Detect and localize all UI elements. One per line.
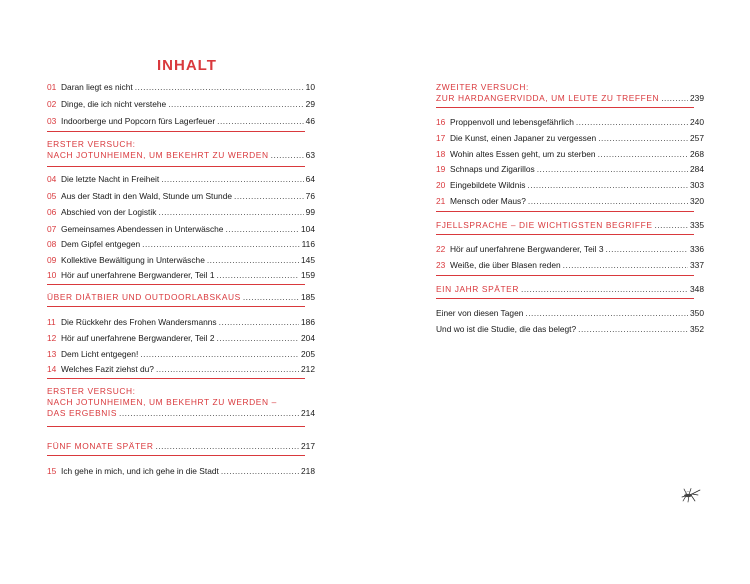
page-number: 320 — [690, 196, 704, 206]
chapter-title: Hör auf unerfahrene Bergwanderer, Teil 3 — [450, 244, 604, 254]
chapter-title: Hör auf unerfahrene Bergwanderer, Teil 2 — [61, 333, 215, 343]
toc-entry — [47, 206, 315, 218]
toc-entry — [47, 332, 315, 344]
chapter-title: Aus der Stadt in den Wald, Stunde um Stunde — [61, 191, 233, 201]
page-number: 337 — [690, 260, 704, 270]
chapter-title: Hör auf unerfahrene Bergwanderer, Teil 1 — [61, 270, 215, 280]
chapter-title: Abschied von der Logistik — [61, 207, 157, 217]
page-number: 116 — [301, 239, 315, 249]
chapter-title: Eingebildete Wildnis — [450, 180, 526, 190]
chapter-title: Dem Licht entgegen! — [61, 349, 139, 359]
section-heading-text: ZUR HARDANGERVIDDA, UM LEUTE ZU TREFFEN — [436, 93, 660, 103]
section-heading-last-line — [47, 408, 315, 419]
section-heading-last-line — [436, 284, 704, 295]
chapter-title: Welches Fazit ziehst du? — [61, 364, 154, 374]
toc-entry — [436, 148, 704, 160]
chapter-title: Die Kunst, einen Japaner zu vergessen — [450, 133, 597, 143]
chapter-number: 16 — [436, 117, 446, 127]
page-number: 217 — [301, 441, 315, 451]
section-divider — [436, 298, 694, 299]
leader-dots — [521, 284, 688, 295]
section-heading-text: NACH JOTUNHEIMEN, UM BEKEHRT ZU WERDEN — [47, 150, 269, 160]
chapter-title: Die letzte Nacht in Freiheit — [61, 174, 160, 184]
chapter-number: 14 — [47, 364, 57, 374]
page-number: 145 — [301, 255, 315, 265]
chapter-title: Einer von diesen Tagen — [436, 308, 524, 318]
section-divider — [47, 166, 305, 167]
toc-entry — [47, 98, 315, 110]
leader-dots — [158, 206, 303, 218]
chapter-number: 13 — [47, 349, 57, 359]
section-heading — [47, 386, 315, 419]
page-number: 159 — [301, 270, 315, 280]
section-heading — [436, 220, 704, 231]
page-number: 63 — [305, 150, 315, 160]
leader-dots — [271, 150, 304, 161]
section-heading-text: EIN JAHR SPÄTER — [436, 284, 519, 294]
chapter-title: Daran liegt es nicht — [61, 82, 133, 92]
page-number: 76 — [305, 191, 315, 201]
leader-dots — [576, 116, 688, 128]
leader-dots — [119, 408, 299, 419]
chapter-title: Wohin altes Essen geht, um zu sterben — [450, 149, 596, 159]
toc-entry — [436, 195, 704, 207]
page-number: 239 — [690, 93, 704, 103]
section-divider — [436, 211, 694, 212]
toc-entry — [47, 81, 315, 93]
page-number: 212 — [301, 364, 315, 374]
chapter-number: 23 — [436, 260, 446, 270]
leader-dots — [578, 323, 688, 335]
toc-entry — [47, 115, 315, 127]
section-heading-last-line — [436, 220, 704, 231]
section-divider — [47, 426, 305, 427]
section-heading — [436, 284, 704, 295]
leader-dots — [527, 179, 688, 191]
leader-dots — [243, 292, 299, 303]
toc-entry — [436, 243, 704, 255]
leader-dots — [563, 259, 688, 271]
chapter-title: Und wo ist die Studie, die das belegt? — [436, 324, 577, 334]
toc-entry — [436, 116, 704, 128]
chapter-title: Schnaps und Zigarillos — [450, 164, 535, 174]
leader-dots — [216, 332, 299, 344]
leader-dots — [168, 98, 303, 110]
toc-entry — [47, 254, 315, 266]
toc-entry — [47, 269, 315, 281]
toc-entry — [47, 190, 315, 202]
page-number: 104 — [301, 224, 315, 234]
toc-entry — [436, 179, 704, 191]
chapter-title: Proppenvoll und lebensgefährlich — [450, 117, 574, 127]
chapter-number: 04 — [47, 174, 57, 184]
section-heading-line: NACH JOTUNHEIMEN, UM BEKEHRT ZU WERDEN – — [47, 397, 277, 407]
section-heading-line: ERSTER VERSUCH: — [47, 386, 136, 396]
chapter-title: Gemeinsames Abendessen in Unterwäsche — [61, 224, 224, 234]
chapter-title: Die Rückkehr des Frohen Wandersmanns — [61, 317, 217, 327]
section-heading-last-line — [47, 150, 315, 161]
page-number: 204 — [301, 333, 315, 343]
page-number: 10 — [305, 82, 315, 92]
toc-entry — [47, 363, 315, 375]
leader-dots — [140, 348, 299, 360]
chapter-number: 10 — [47, 270, 57, 280]
section-heading — [47, 292, 315, 303]
leader-dots — [528, 195, 688, 207]
section-divider — [436, 234, 694, 235]
leader-dots — [661, 93, 688, 104]
section-heading-text: FÜNF MONATE SPÄTER — [47, 441, 154, 451]
leader-dots — [219, 316, 299, 328]
chapter-number: 02 — [47, 99, 57, 109]
page-number: 218 — [301, 466, 315, 476]
page-number: 335 — [690, 220, 704, 230]
chapter-number: 21 — [436, 196, 446, 206]
leader-dots — [156, 441, 300, 452]
chapter-number: 05 — [47, 191, 57, 201]
page-title: INHALT — [157, 57, 217, 74]
chapter-title: Indoorberge und Popcorn fürs Lagerfeuer — [61, 116, 216, 126]
section-heading-text: FJELLSPRACHE – DIE WICHTIGSTEN BEGRIFFE — [436, 220, 653, 230]
chapter-title: Kollektive Bewältigung in Unterwäsche — [61, 255, 205, 265]
toc-entry — [47, 348, 315, 360]
leader-dots — [207, 254, 299, 266]
page-number: 348 — [690, 284, 704, 294]
chapter-number: 08 — [47, 239, 57, 249]
chapter-number: 15 — [47, 466, 57, 476]
chapter-number: 03 — [47, 116, 57, 126]
section-divider — [436, 107, 694, 108]
toc-entry — [436, 132, 704, 144]
leader-dots — [225, 223, 299, 235]
section-heading-text: ÜBER DIÄTBIER UND OUTDOORLABSKAUS — [47, 292, 241, 302]
leader-dots — [598, 148, 688, 160]
section-heading — [436, 82, 704, 104]
leader-dots — [221, 465, 299, 477]
section-heading-text: DAS ERGEBNIS — [47, 408, 118, 418]
page-number: 257 — [690, 133, 704, 143]
section-heading-last-line — [436, 93, 704, 104]
chapter-number: 09 — [47, 255, 57, 265]
leader-dots — [217, 115, 304, 127]
chapter-number: 19 — [436, 164, 446, 174]
section-divider — [47, 455, 305, 456]
toc-entry — [47, 316, 315, 328]
toc-entry — [436, 307, 704, 319]
page-number: 336 — [690, 244, 704, 254]
page-number: 46 — [305, 116, 315, 126]
toc-entry — [47, 173, 315, 185]
chapter-number: 17 — [436, 133, 446, 143]
toc-entry — [436, 163, 704, 175]
section-heading-line: ZWEITER VERSUCH: — [436, 82, 529, 92]
chapter-number: 07 — [47, 224, 57, 234]
leader-dots — [135, 81, 304, 93]
section-heading-last-line — [47, 292, 315, 303]
toc-entry — [436, 323, 704, 335]
chapter-number: 11 — [47, 317, 56, 327]
leader-dots — [156, 363, 299, 375]
chapter-number: 22 — [436, 244, 446, 254]
chapter-number: 18 — [436, 149, 446, 159]
toc-entry — [47, 238, 315, 250]
section-heading-line: ERSTER VERSUCH: — [47, 139, 136, 149]
page-number: 29 — [305, 99, 315, 109]
section-divider — [436, 275, 694, 276]
page-number: 214 — [301, 408, 315, 418]
chapter-number: 20 — [436, 180, 446, 190]
chapter-title: Weiße, die über Blasen reden — [450, 260, 561, 270]
page-number: 350 — [690, 308, 704, 318]
section-heading-last-line — [47, 441, 315, 452]
chapter-title: Mensch oder Maus? — [450, 196, 526, 206]
page-number: 64 — [305, 174, 315, 184]
toc-entry — [436, 259, 704, 271]
page-number: 99 — [305, 207, 315, 217]
page-number: 240 — [690, 117, 704, 127]
leader-dots — [142, 238, 299, 250]
toc-entry — [47, 465, 315, 477]
chapter-title: Dinge, die ich nicht verstehe — [61, 99, 167, 109]
leader-dots — [216, 269, 299, 281]
section-divider — [47, 131, 305, 132]
page-number: 284 — [690, 164, 704, 174]
section-heading — [47, 139, 315, 161]
section-heading — [47, 441, 315, 452]
page-number: 185 — [301, 292, 315, 302]
page-number: 186 — [301, 317, 315, 327]
page-number: 205 — [301, 349, 315, 359]
leader-dots — [161, 173, 303, 185]
page-number: 268 — [690, 149, 704, 159]
chapter-title: Ich gehe in mich, und ich gehe in die Stadt — [61, 466, 219, 476]
leader-dots — [525, 307, 688, 319]
section-divider — [47, 306, 305, 307]
page-number: 303 — [690, 180, 704, 190]
mosquito-icon — [678, 487, 704, 503]
leader-dots — [234, 190, 304, 202]
leader-dots — [655, 220, 688, 231]
page-number: 352 — [690, 324, 704, 334]
toc-entry — [47, 223, 315, 235]
chapter-number: 12 — [47, 333, 57, 343]
chapter-number: 01 — [47, 82, 57, 92]
chapter-number: 06 — [47, 207, 57, 217]
section-divider — [47, 284, 305, 285]
leader-dots — [537, 163, 688, 175]
leader-dots — [598, 132, 688, 144]
chapter-title: Dem Gipfel entgegen — [61, 239, 141, 249]
leader-dots — [605, 243, 688, 255]
section-divider — [47, 378, 305, 379]
